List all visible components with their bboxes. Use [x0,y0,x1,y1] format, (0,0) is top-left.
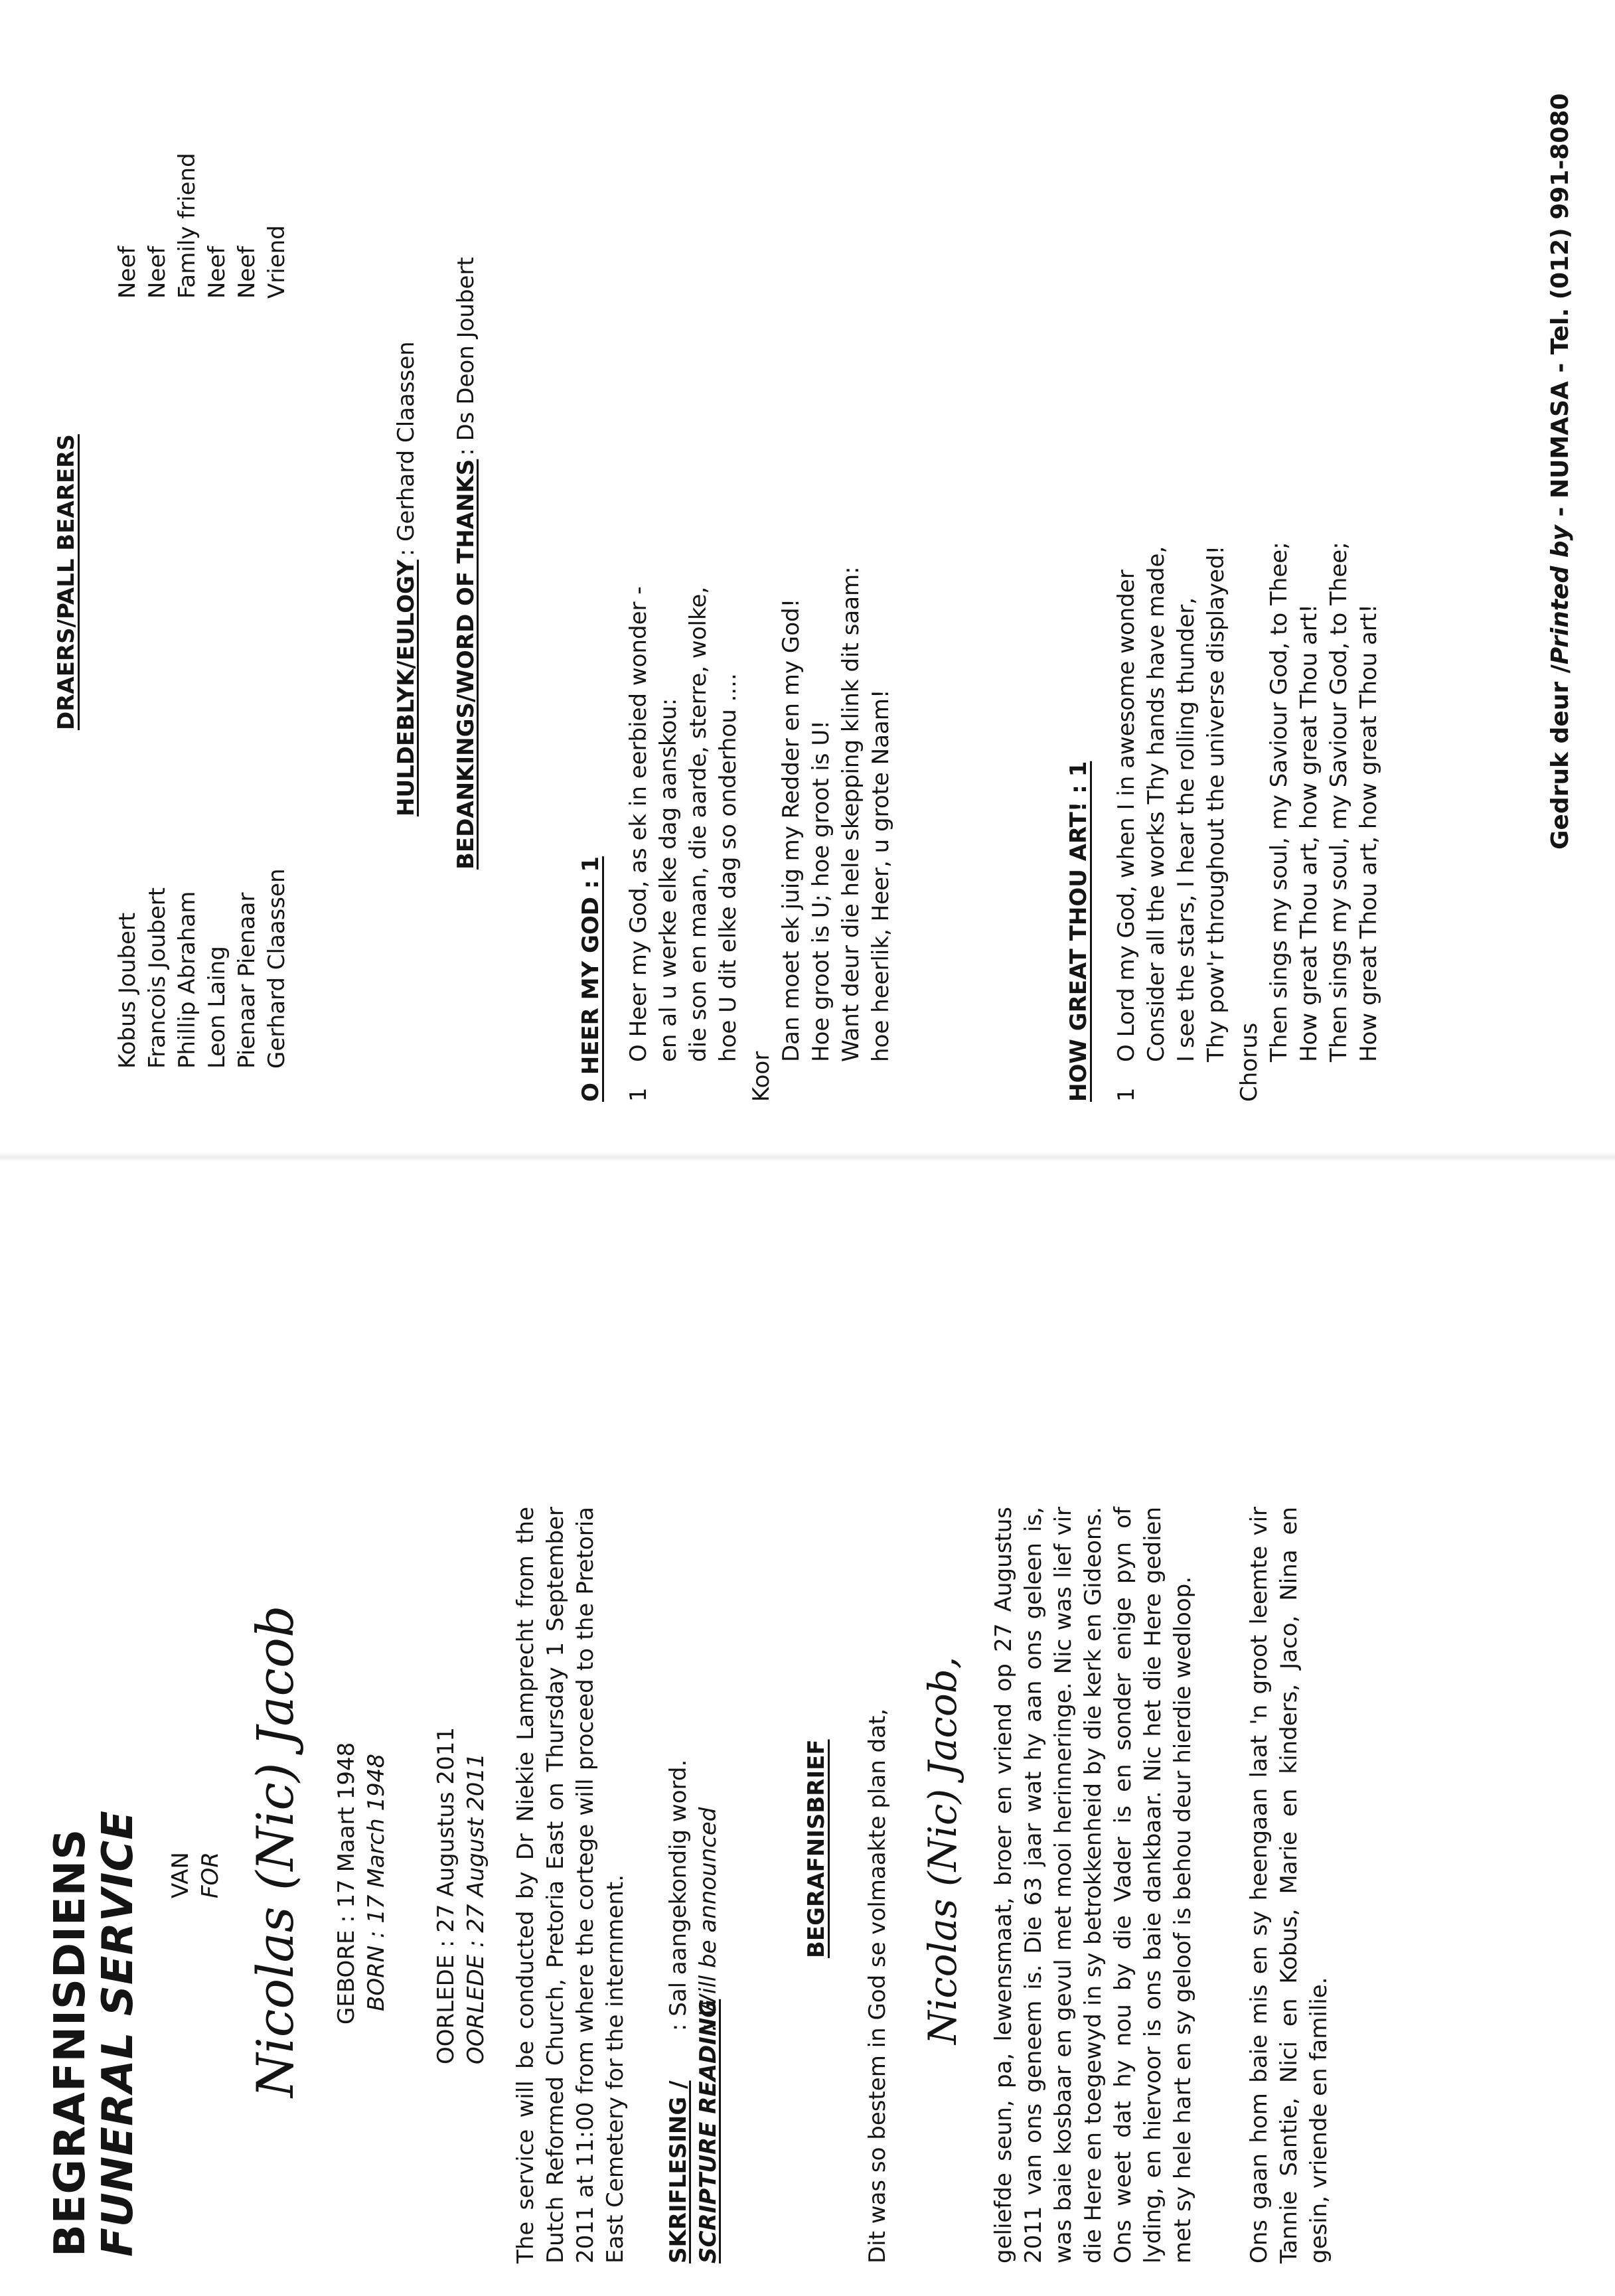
service-text: The service will be conducted by Dr Niekie Lamprecht from the Dutch Reformed Church, Pretoria East on Thursday 1 September 2011 at 11:00 from where the cortege will proceed to the Pretoria East Cemetery for the internment. [512,1507,629,2263]
hymn1-chorus-line: Dan moet ek juig my Redder en my God! [778,598,805,1062]
hymn1-verse-number: 1 [625,1087,652,1102]
eulogy-value: : Gerhard Claassen [393,341,420,557]
letter-body: geliefde seun, pa, lewensmaat, broer en vriend op 27 Augustus 2011 van ons geneem is. Die 63 jaar wat hy aan ons geleen is, was baie kosbaar en gevul met mooi herinneringe. Nic was lief vir die Here en toegewyd in sy betrokkenheid by die kerk en Gideons. Ons weet dat hy nou by die Vader is en sonder enige pyn of lyding, en hiervoor is ons baie dankbaar. Nic het die Here gedien met sy hele hart en sy geloof is behou deur hierdie wedloop. [990,1507,1196,2263]
title-af: BEGRAFNISDIENS [46,1828,95,2257]
bearer-name: Francois Joubert [144,887,171,1069]
for-label: FOR [197,1852,224,1898]
eulogy-label: HULDEBLYK/EULOGY [393,560,420,816]
letter-heading: BEGRAFNISBRIEF [803,1739,830,1958]
hymn2-title: HOW GREAT THOU ART! : 1 [1065,761,1092,1102]
printer-by: Printed by [1547,524,1574,665]
hymn2-line: Consider all the works Thy hands have made, [1143,546,1170,1062]
hymn2-verse-number: 1 [1113,1087,1140,1102]
thanks-value: : Ds Deon Joubert [453,257,479,456]
hymn2-chorus-label: Chorus [1236,1022,1263,1102]
hymn1-chorus-label: Koor [748,1051,775,1102]
title-en: FUNERAL SERVICE [94,1810,143,2257]
printer-line [1547,94,1574,850]
hymn1-verse [624,586,743,1062]
bearer-relation: Vriend [264,225,290,299]
left-panel [46,1142,1615,2283]
hymn2-chorus-line: How great Thou art, how great Thou art! [1355,604,1382,1062]
scripture-en: : Will be announced [695,1807,722,2031]
hymn1-chorus [777,566,896,1062]
hymn1-chorus-line: Want deur die hele skepping klink dit saam: [838,566,864,1062]
scripture-label-en: SCRIPTURE READING [695,1999,722,2263]
scripture-af: : Sal aangekondig word. [665,1759,692,2031]
scripture-label-af: SKRIFLESING / [665,2080,692,2263]
hymn1-line: hoe U dit elke dag so onderhou .... [715,673,741,1062]
printer-prefix: Gedruk deur / [1547,664,1574,850]
letter-intro: Dit was so bestem in God se volmaakte plan dat, [864,1708,891,2263]
bearer-row [113,153,143,1069]
bearer-name: Gerhard Claassen [264,868,290,1069]
died-en: OORLEDE : 27 August 2011 [463,1753,489,2064]
bearer-row [173,153,202,1069]
eulogy-line [392,341,422,816]
bearer-name: Phillip Abraham [174,891,200,1069]
bearers-heading: DRAERS/PALL BEARERS [53,434,80,730]
right-panel [46,13,1613,1128]
van-label: VAN [167,1852,194,1898]
bearer-relation: Neef [234,246,260,299]
bearer-row [262,153,292,1069]
hymn1-line: die son en maan, die aarde, sterre, wolke, [685,586,712,1062]
deceased-name: Nicolas (Nic) Jacob [246,1605,305,2098]
born-en: BORN : 17 March 1948 [363,1753,390,2011]
hymn2-line: Thy pow'r throughout the universe displayed! [1203,545,1229,1062]
hymn2-chorus-line: Then sings my soul, my Saviour God, to Thee; [1326,542,1352,1062]
thanks-label: BEDANKINGS/WORD OF THANKS [453,459,479,870]
hymn2-chorus-line: How great Thou art, how great Thou art! [1296,604,1322,1062]
hymn2-line: O Lord my God, when I in awesome wonder [1113,570,1140,1062]
hymn1-line: en al u werke elke dag aanskou: [655,698,682,1062]
hymn1-title: O HEER MY GOD : 1 [577,856,604,1102]
bearer-relation: Neef [114,246,141,299]
bearer-relation: Neef [204,246,230,299]
hymn1-chorus-line: hoe heerlik, Heer, u grote Naam! [868,689,894,1062]
bearers-list [113,153,292,1069]
bearer-name: Kobus Joubert [114,912,141,1069]
thanks-line [451,257,481,870]
hymn1-chorus-line: Hoe groot is U; hoe groot is U! [808,720,834,1062]
hymn1-line: O Heer my God, as ek in eerbied wonder - [625,586,652,1062]
born-af: GEBORE : 17 Maart 1948 [333,1742,360,2025]
bearer-row [232,153,262,1069]
hymn2-chorus-line: Then sings my soul, my Saviour God, to Thee; [1266,542,1292,1062]
bearer-relation: Neef [144,246,171,299]
hymn2-chorus [1265,542,1384,1062]
letter-closing: Ons gaan hom baie mis en sy heengaan laat 'n groot leemte vir Tannie Santie, Nici en Kobus, Marie en kinders, Jaco, Nina en gesin, vriende en familie. [1246,1507,1332,2263]
letter-name: Nicolas (Nic) Jacob, [920,1656,965,2044]
printer-rest: - NUMASA - Tel. (012) 991-8080 [1547,93,1574,525]
bearer-name: Pienaar Pienaar [234,892,260,1069]
bearer-name: Leon Laing [204,946,230,1069]
bearer-relation: Family friend [174,153,200,299]
bearer-row [202,153,232,1069]
bearer-row [143,153,173,1069]
hymn2-verse [1112,546,1231,1062]
died-af: OORLEDE : 27 Augustus 2011 [433,1727,459,2064]
hymn2-line: I see the stars, I hear the rolling thunder, [1173,597,1199,1062]
